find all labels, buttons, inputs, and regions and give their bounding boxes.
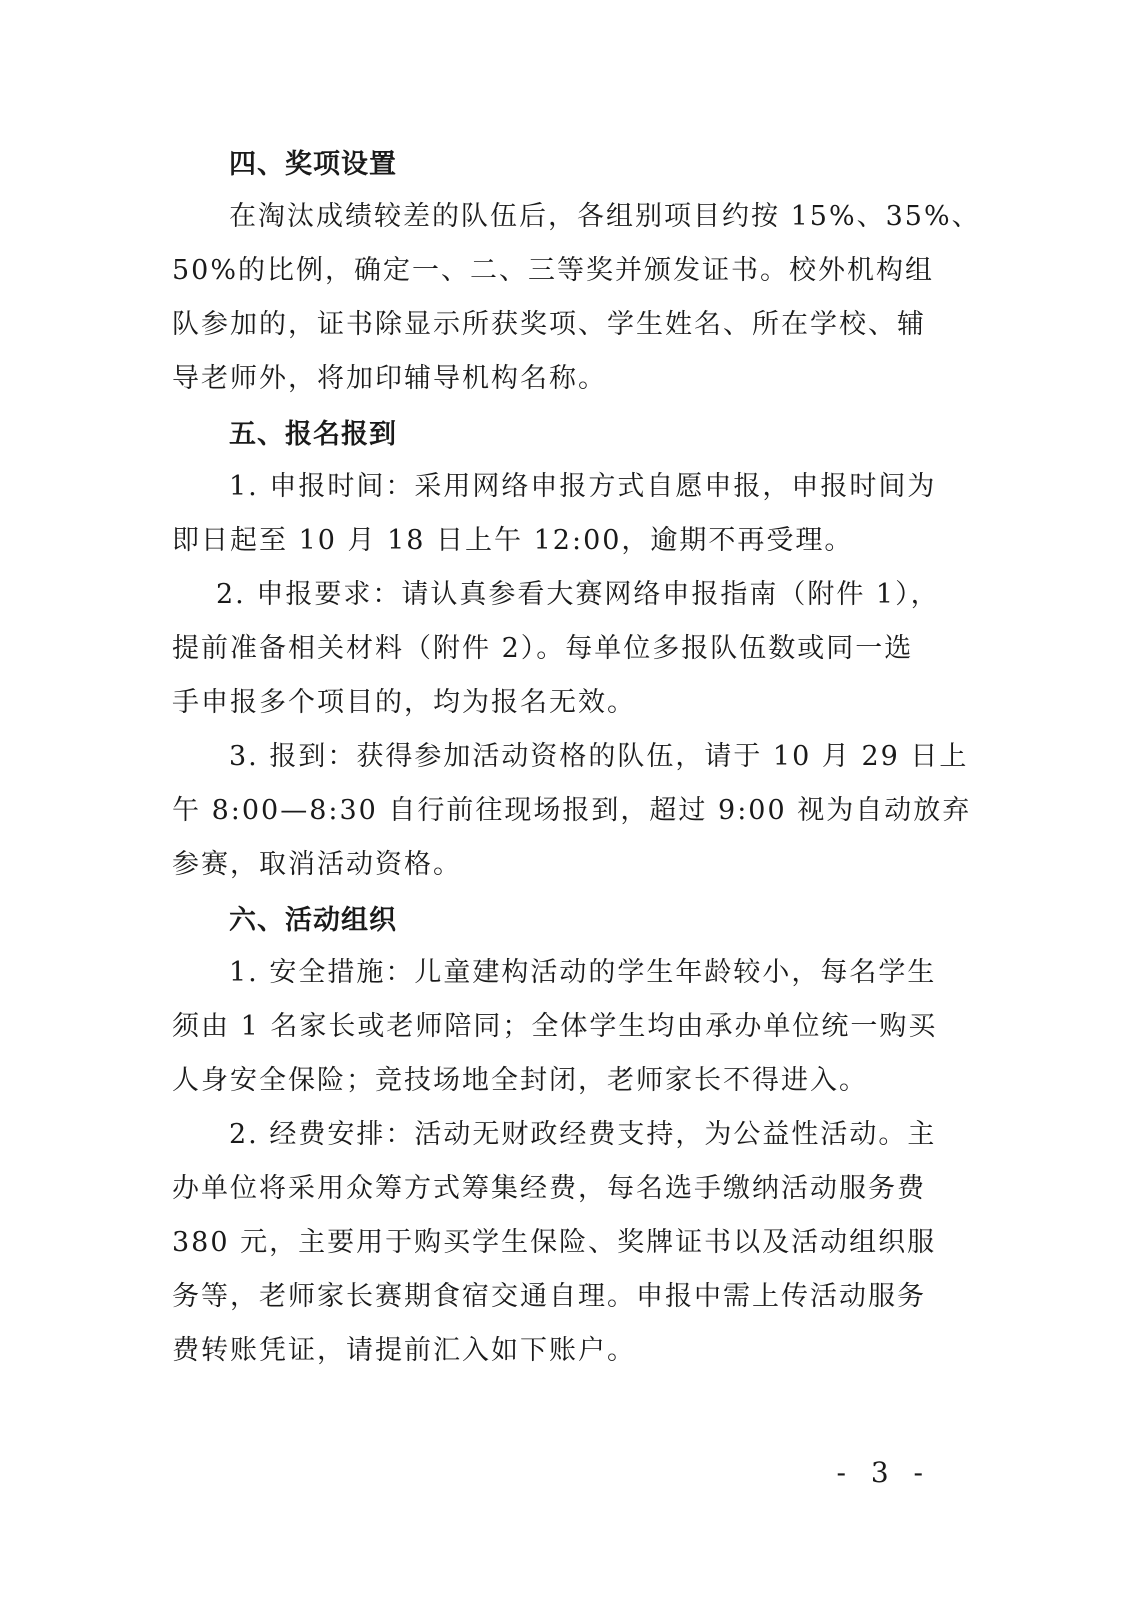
section-heading-organization: 六、活动组织 (229, 905, 397, 936)
paragraph-line: 380 元，主要用于购买学生保险、奖牌证书以及活动组织服 (172, 1227, 937, 1258)
paragraph-line: 1. 安全措施：儿童建构活动的学生年龄较小，每名学生 (229, 957, 937, 988)
page-number: - 3 - (836, 1456, 931, 1489)
section-heading-registration: 五、报名报到 (229, 419, 397, 450)
paragraph-line: 3. 报到：获得参加活动资格的队伍，请于 10 月 29 日上 (229, 741, 969, 772)
paragraph-line: 50%的比例，确定一、二、三等奖并颁发证书。校外机构组 (172, 255, 935, 286)
paragraph-line: 手申报多个项目的，均为报名无效。 (172, 687, 636, 718)
paragraph-line: 费转账凭证，请提前汇入如下账户。 (172, 1335, 636, 1366)
paragraph-line: 2. 经费安排：活动无财政经费支持，为公益性活动。主 (229, 1119, 937, 1150)
paragraph-line: 提前准备相关材料（附件 2）。每单位多报队伍数或同一选 (172, 633, 914, 664)
paragraph-line: 1. 申报时间：采用网络申报方式自愿申报，申报时间为 (229, 471, 937, 502)
paragraph-line: 2. 申报要求：请认真参看大赛网络申报指南（附件 1）， (216, 579, 940, 610)
paragraph-line: 办单位将采用众筹方式筹集经费，每名选手缴纳活动服务费 (172, 1173, 926, 1204)
paragraph-line: 即日起至 10 月 18 日上午 12:00，逾期不再受理。 (172, 525, 854, 556)
paragraph-line: 午 8:00—8:30 自行前往现场报到，超过 9:00 视为自动放弃 (172, 795, 972, 826)
document-body (172, 140, 981, 1378)
paragraph-line: 参赛，取消活动资格。 (172, 849, 462, 880)
paragraph-line: 须由 1 名家长或老师陪同；全体学生均由承办单位统一购买 (172, 1011, 938, 1042)
section-heading-awards: 四、奖项设置 (229, 149, 397, 180)
paragraph-line: 人身安全保险；竞技场地全封闭，老师家长不得进入。 (172, 1065, 868, 1096)
paragraph-line: 导老师外，将加印辅导机构名称。 (172, 363, 607, 394)
paragraph-line: 务等，老师家长赛期食宿交通自理。申报中需上传活动服务 (172, 1281, 926, 1312)
paragraph-line: 队参加的，证书除显示所获奖项、学生姓名、所在学校、辅 (172, 309, 926, 340)
paragraph-line: 在淘汰成绩较差的队伍后，各组别项目约按 15%、35%、 (229, 201, 981, 232)
